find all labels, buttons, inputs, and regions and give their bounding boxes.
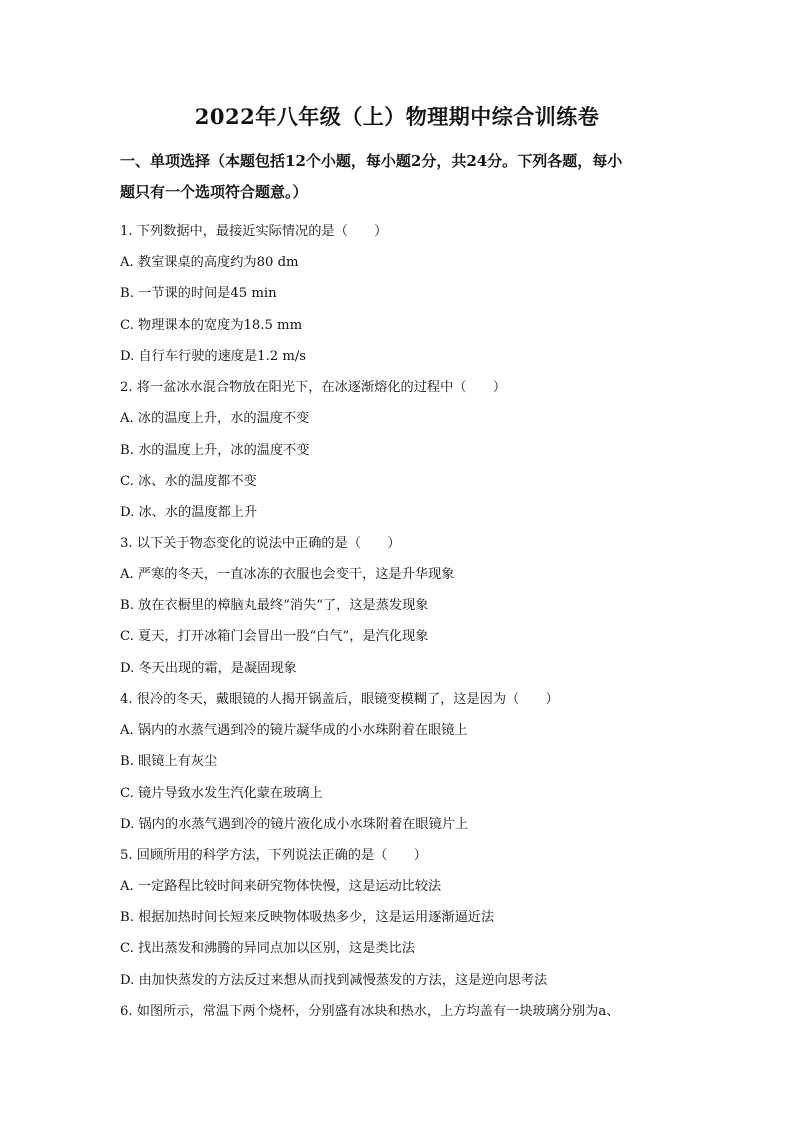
question-3-option-d: D. 冬天出现的霜，是凝固现象 [120,661,297,676]
question-5-stem: 5. 回顾所用的科学方法，下列说法正确的是（ ） [120,848,427,863]
question-4-option-c: C. 镜片导致水发生汽化蒙在玻璃上 [120,786,323,801]
question-1-option-a: A. 教室课桌的高度约为80 dm [120,255,299,270]
question-5-option-a: A. 一定路程比较时间来研究物体快慢，这是运动比较法 [120,879,442,894]
question-3-stem: 3. 以下关于物态变化的说法中正确的是（ ） [120,536,401,551]
question-1-option-d: D. 自行车行驶的速度是1.2 m/s [120,349,307,364]
question-3-option-a: A. 严寒的冬天，一直冰冻的衣服也会变干，这是升华现象 [120,567,455,582]
question-5-option-c: C. 找出蒸发和沸腾的异同点加以区别，这是类比法 [120,941,415,956]
question-2-option-a: A. 冰的温度上升，水的温度不变 [120,411,310,426]
question-6-stem: 6. 如图所示，常温下两个烧杯，分别盛有冰块和热水，上方均盖有一块玻璃分别为a、 [120,1004,620,1019]
question-1-option-c: C. 物理课本的宽度为18.5 mm [120,318,303,333]
question-1-option-b: B. 一节课的时间是45 min [120,286,277,301]
section-heading-line-2: 题只有一个选项符合题意。） [120,183,308,201]
question-5-option-d: D. 由加快蒸发的方法反过来想从而找到减慢蒸发的方法，这是逆向思考法 [120,973,548,988]
question-2-stem: 2. 将一盆冰水混合物放在阳光下，在冰逐渐熔化的过程中（ ） [120,380,507,395]
question-1-stem: 1. 下列数据中，最接近实际情况的是（ ） [120,224,388,239]
question-2-option-b: B. 水的温度上升，冰的温度不变 [120,443,310,458]
question-3-option-b: B. 放在衣橱里的樟脑丸最终“消失“了，这是蒸发现象 [120,598,429,613]
question-4-option-a: A. 锅内的水蒸气遇到冷的镜片凝华成的小水珠附着在眼镜上 [120,723,468,738]
question-2-option-c: C. 冰、水的温度都不变 [120,474,257,489]
section-heading-line-1: 一、单项选择（本题包括12个小题，每小题2分，共24分。下列各题，每小 [120,152,623,170]
question-3-option-c: C. 夏天，打开冰箱门会冒出一股“白气”，是汽化现象 [120,629,429,644]
question-5-option-b: B. 根据加热时间长短来反映物体吸热多少，这是运用逐渐逼近法 [120,910,495,925]
question-4-stem: 4. 很冷的冬天，戴眼镜的人揭开锅盖后，眼镜变模糊了，这是因为（ ） [120,692,559,707]
question-4-option-b: B. 眼镜上有灰尘 [120,754,218,769]
question-4-option-d: D. 锅内的水蒸气遇到冷的镜片液化成小水珠附着在眼镜片上 [120,817,469,832]
page-title: 2022年八年级（上）物理期中综合训练卷 [194,104,600,129]
question-2-option-d: D. 冰、水的温度都上升 [120,505,258,520]
